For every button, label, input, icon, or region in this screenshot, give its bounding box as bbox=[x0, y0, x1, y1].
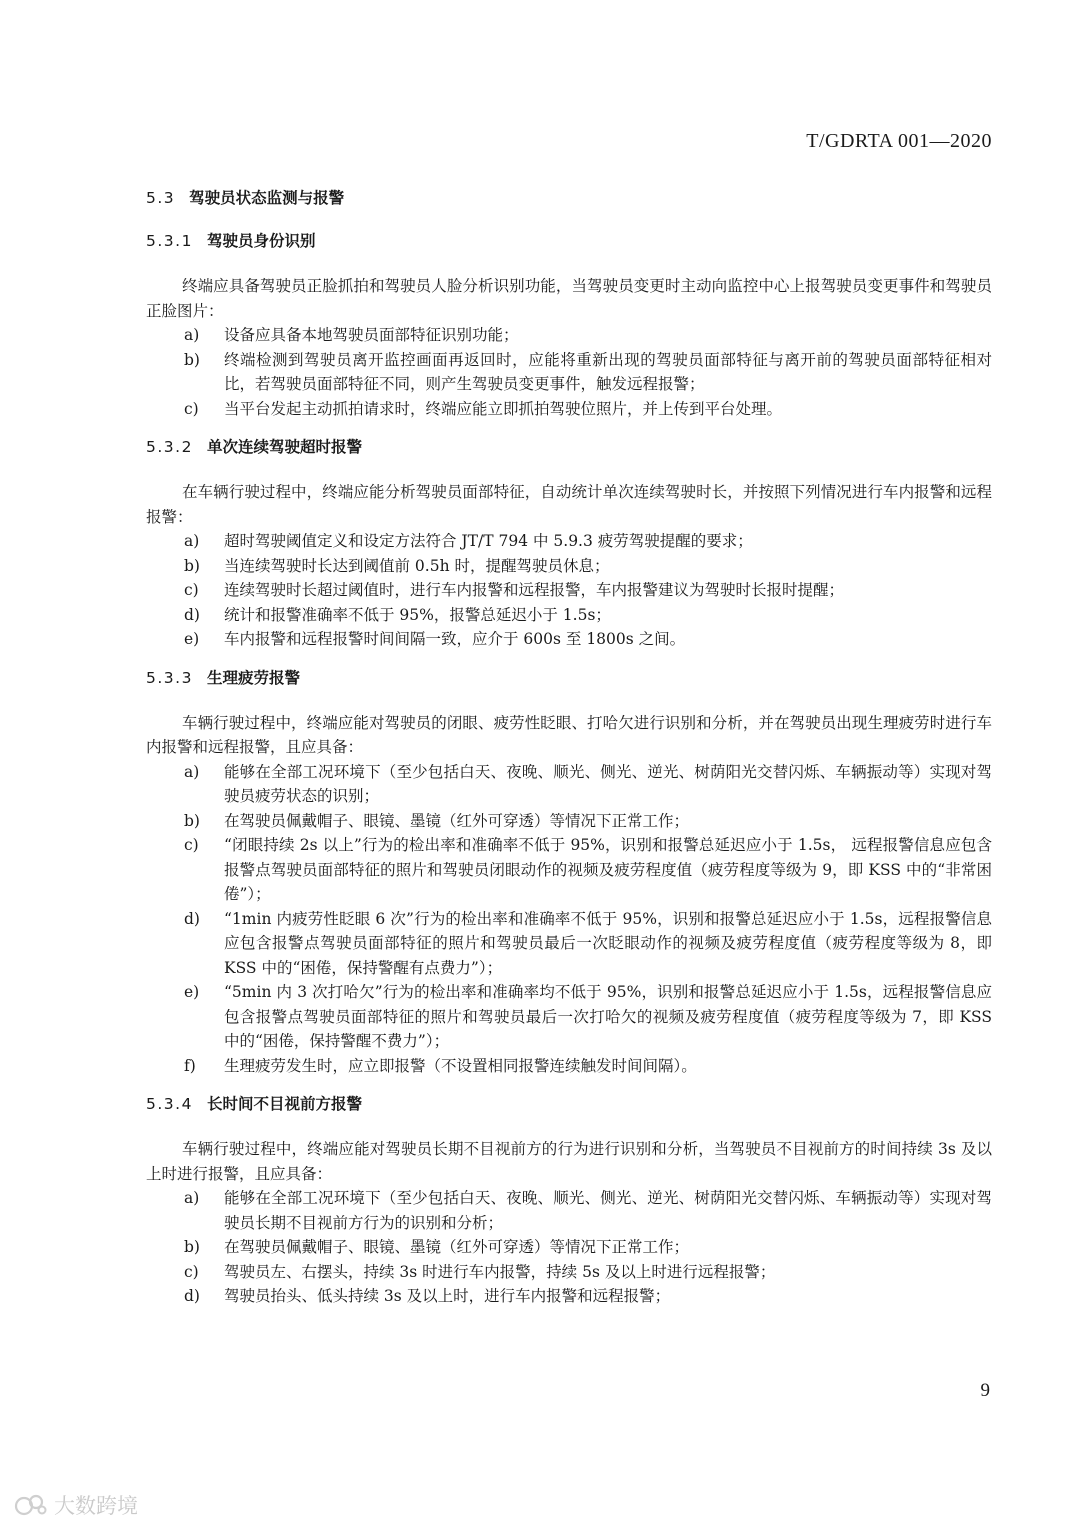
list-label: c) bbox=[184, 581, 199, 599]
paragraph: 在车辆行驶过程中，终端应能分析驾驶员面部特征，自动统计单次连续驾驶时长，并按照下列情况进行车内报警和远程报警： bbox=[146, 483, 992, 526]
section-number: 5.3.2 bbox=[146, 438, 193, 456]
section-number: 5.3.4 bbox=[146, 1095, 193, 1113]
list-text: 当平台发起主动抓拍请求时，终端应能立即抓拍驾驶位照片，并上传到平台处理。 bbox=[224, 399, 783, 418]
list-text: 能够在全部工况环境下（至少包括白天、夜晚、顺光、侧光、逆光、树荫阳光交替闪烁、车辆振动等）实现对驾驶员长期不目视前方行为的识别和分析； bbox=[224, 1189, 992, 1232]
list-label: e) bbox=[184, 983, 200, 1001]
list-item bbox=[146, 1054, 992, 1079]
list-text: 驾驶员抬头、低头持续 3s 及以上时，进行车内报警和远程报警； bbox=[224, 1287, 671, 1305]
section-number: 5.3.1 bbox=[146, 232, 193, 250]
list-text: 生理疲劳发生时，应立即报警（不设置相同报警连续触发时间间隔）。 bbox=[224, 1056, 697, 1075]
section-title: 驾驶员身份识别 bbox=[206, 232, 316, 250]
list-text: 超时驾驶阈值定义和设定方法符合 JT/T 794 中 5.9.3 疲劳驾驶提醒的要求； bbox=[224, 532, 753, 550]
list-item bbox=[146, 1260, 992, 1285]
list-item bbox=[146, 578, 992, 603]
list-label: f) bbox=[184, 1056, 196, 1075]
list-label: d) bbox=[184, 1287, 200, 1305]
list-item bbox=[146, 907, 992, 981]
list-item bbox=[146, 627, 992, 652]
list-label: a) bbox=[184, 762, 200, 781]
list-text: 当连续驾驶时长达到阈值前 0.5h 时，提醒驾驶员休息； bbox=[224, 556, 610, 575]
list-label: c) bbox=[184, 1262, 199, 1281]
list-text: 能够在全部工况环境下（至少包括白天、夜晚、顺光、侧光、逆光、树荫阳光交替闪烁、车辆振动等）实现对驾驶员疲劳状态的识别； bbox=[224, 762, 992, 805]
section-heading-5-3 bbox=[146, 185, 992, 211]
list-text: 统计和报警准确率不低于 95%，报警总延迟小于 1.5s； bbox=[224, 605, 611, 624]
list-label: c) bbox=[184, 399, 199, 418]
list-item bbox=[146, 760, 992, 809]
list-text: “1min 内疲劳性眨眼 6 次”行为的检出率和准确率不低于 95%，识别和报警总延迟应小于 1.5s，远程报警信息应包含报警点驾驶员面部特征的照片和驾驶员最后一次眨眼动作的视频及疲劳程度值（疲劳程度等级为 8，即 KSS 中的“困倦，保持警醒有点费力”）； bbox=[224, 909, 992, 977]
page-number: 9 bbox=[980, 1380, 990, 1401]
watermark-text: 大数跨境 bbox=[54, 1494, 138, 1518]
list-label: a) bbox=[184, 1189, 200, 1207]
list-label: e) bbox=[184, 630, 200, 648]
list-item bbox=[146, 529, 992, 554]
list-text: 连续驾驶时长超过阈值时，进行车内报警和远程报警，车内报警建议为驾驶时长报时提醒； bbox=[224, 581, 845, 599]
list-label: b) bbox=[184, 556, 200, 575]
paragraph: 终端应具备驾驶员正脸抓拍和驾驶员人脸分析识别功能，当驾驶员变更时主动向监控中心上报驾驶员变更事件和驾驶员正脸图片： bbox=[146, 277, 992, 320]
section-title: 单次连续驾驶超时报警 bbox=[206, 438, 362, 456]
list-text: 终端检测到驾驶员离开监控画面再返回时，应能将重新出现的驾驶员面部特征与离开前的驾驶员面部特征相对比，若驾驶员面部特征不同，则产生驾驶员变更事件，触发远程报警； bbox=[224, 350, 992, 393]
list-label: b) bbox=[184, 350, 200, 369]
list-text: 驾驶员左、右摆头，持续 3s 时进行车内报警，持续 5s 及以上时进行远程报警； bbox=[224, 1262, 776, 1281]
list-label: c) bbox=[184, 836, 199, 854]
section-title: 长时间不目视前方报警 bbox=[206, 1095, 362, 1113]
list-text: “5min 内 3 次打哈欠”行为的检出率和准确率均不低于 95%，识别和报警总延迟应小于 1.5s，远程报警信息应包含报警点驾驶员面部特征的照片和驾驶员最后一次打哈欠的视频及疲劳程度值（疲劳程度等级为 7，即 KSS 中的“困倦，保持警醒不费力”）； bbox=[224, 983, 992, 1050]
watermark bbox=[14, 1490, 138, 1520]
list-item bbox=[146, 554, 992, 579]
list-text: 车内报警和远程报警时间间隔一致，应介于 600s 至 1800s 之间。 bbox=[224, 630, 686, 648]
section-number: 5.3.3 bbox=[146, 668, 193, 687]
list-item bbox=[146, 397, 992, 422]
watermark-logo-icon bbox=[14, 1492, 48, 1518]
paragraph: 车辆行驶过程中，终端应能对驾驶员长期不目视前方的行为进行识别和分析，当驾驶员不目视前方的时间持续 3s 及以上时进行报警，且应具备： bbox=[146, 1140, 992, 1183]
list-item bbox=[146, 1284, 992, 1309]
section-heading-5-3-4 bbox=[146, 1091, 992, 1117]
list-label: b) bbox=[184, 1238, 200, 1256]
paragraph: 车辆行驶过程中，终端应能对驾驶员的闭眼、疲劳性眨眼、打哈欠进行识别和分析，并在驾驶员出现生理疲劳时进行车内报警和远程报警，且应具备： bbox=[146, 713, 992, 756]
list-label: d) bbox=[184, 605, 200, 624]
list-item bbox=[146, 1186, 992, 1235]
document-body bbox=[146, 185, 992, 1309]
list-item bbox=[146, 603, 992, 628]
list-label: b) bbox=[184, 811, 200, 830]
section-heading-5-3-1 bbox=[146, 228, 992, 254]
document-code: T/GDRTA 001—2020 bbox=[806, 130, 992, 152]
list-item bbox=[146, 833, 992, 907]
section-heading-5-3-3 bbox=[146, 665, 992, 691]
section-number: 5.3 bbox=[146, 189, 176, 207]
list-item bbox=[146, 809, 992, 834]
list-item bbox=[146, 348, 992, 397]
list-item bbox=[146, 980, 992, 1054]
list-label: a) bbox=[184, 326, 200, 344]
list-text: 在驾驶员佩戴帽子、眼镜、墨镜（红外可穿透）等情况下正常工作； bbox=[224, 811, 690, 830]
list-item bbox=[146, 323, 992, 348]
list-label: a) bbox=[184, 532, 200, 550]
list-label: d) bbox=[184, 909, 200, 928]
list-text: “闭眼持续 2s 以上”行为的检出率和准确率不低于 95%，识别和报警总延迟应小于 1.5s， 远程报警信息应包含报警点驾驶员面部特征的照片和驾驶员闭眼动作的视频及疲劳程度值（疲劳程度等级为 9，即 KSS 中的“非常困倦”）； bbox=[224, 836, 992, 903]
list-item bbox=[146, 1235, 992, 1260]
list-text: 在驾驶员佩戴帽子、眼镜、墨镜（红外可穿透）等情况下正常工作； bbox=[224, 1238, 690, 1256]
list-text: 设备应具备本地驾驶员面部特征识别功能； bbox=[224, 326, 519, 344]
section-title: 生理疲劳报警 bbox=[206, 668, 300, 687]
section-title: 驾驶员状态监测与报警 bbox=[189, 189, 345, 207]
section-heading-5-3-2 bbox=[146, 434, 992, 460]
